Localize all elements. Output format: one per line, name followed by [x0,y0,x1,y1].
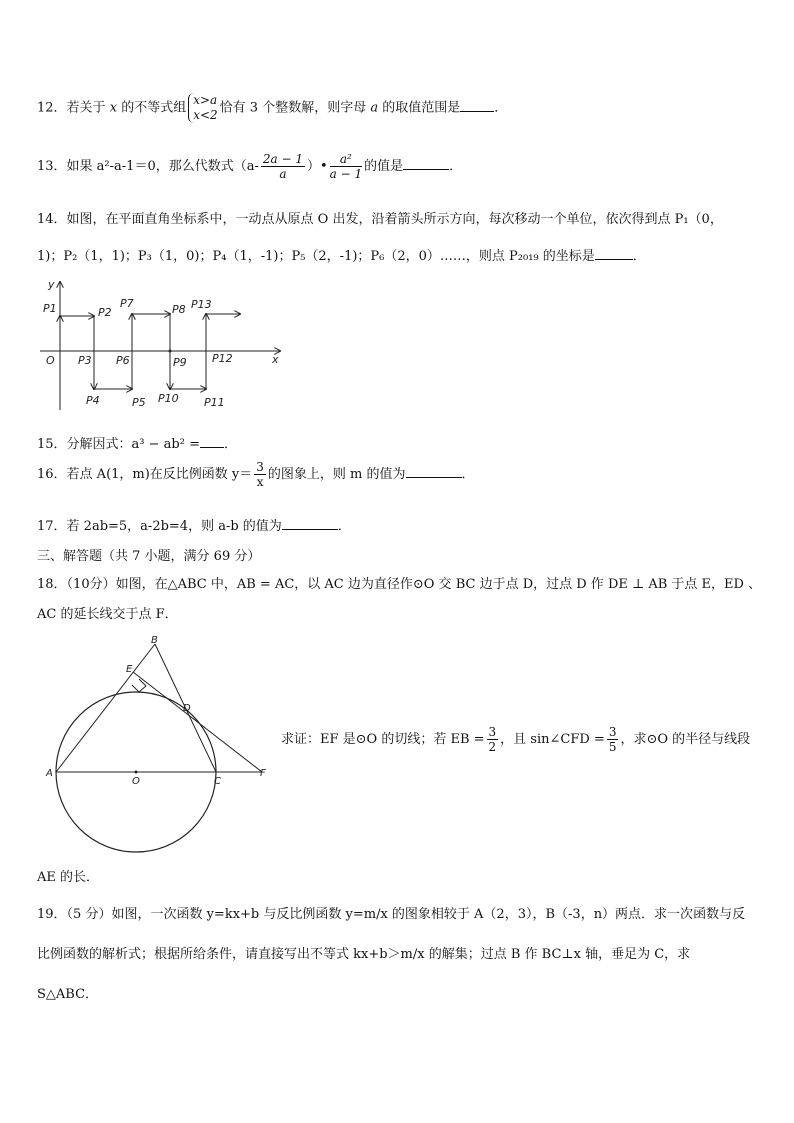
q15-end: ． [223,437,237,452]
q19-line-3: S△ABC． [37,987,99,1002]
q18-fraction-eb [487,725,499,754]
q16-answer-blank[interactable] [406,476,462,478]
label-d: D [183,703,191,714]
q18-proof-post: ，求⊙O 的半径与线段 [620,732,751,747]
q12-line [37,93,507,123]
label-e: E [126,664,133,675]
label-p9: P9 [173,356,187,369]
q16-text-post: 的图象上，则 m 的值为 [267,467,406,482]
q18-fraction-sin [607,725,619,754]
label-p4: P4 [86,394,100,407]
q18-proof-line [281,725,750,754]
q12-var-x: x [109,100,118,116]
q16-line [37,460,475,489]
system-line-1: x>a [193,93,218,107]
q15-text: 15．分解因式：a³ − ab² = [37,437,200,452]
label-p11: P11 [204,396,225,409]
system-line-2: x<2 [193,108,218,122]
q18-frac1-numerator: 3 [488,725,497,739]
q13-frac1-denominator: a [279,167,287,181]
label-f: F [260,768,266,779]
q16-text-pre: 16．若点 A(1，m)在反比例函数 y＝ [37,467,253,482]
label-p7: P7 [120,297,134,310]
q16-frac-numerator: 3 [256,460,264,474]
q18-line-1: 18．（10分）如图，在△ABC 中，AB = AC，以 AC 边为直径作⊙O 交 BC 边于点 D，过点 D 作 DE ⊥ AB 于点 E，ED 、 [37,577,762,592]
label-p5: P5 [132,396,146,409]
q17-answer-blank[interactable] [282,528,338,530]
q13-text-mid: ）• [306,159,328,174]
label-origin: O [46,354,55,367]
label-p10: P10 [158,392,179,405]
label-p13: P13 [191,298,212,311]
q13-text-pre: 如果 a²-a-1＝0，那么代数式（a- [66,159,259,174]
q13-fraction-1 [261,152,305,181]
q18-line-last: AE 的长． [37,870,100,885]
q17-line [37,515,351,534]
q12-answer-blank[interactable] [460,110,494,112]
label-a: A [46,768,53,779]
q15-line [37,433,237,452]
q16-end: ． [461,467,475,482]
q12-text-mid: 的不等式组 [121,100,187,116]
label-p12: P12 [212,352,233,365]
q19-line-1: 19．（5 分）如图，一次函数 y=kx+b 与反比例函数 y=m/x 的图象相较于 A（2，3），B（-3，n）两点．求一次函数与反 [37,907,746,922]
q16-frac-denominator: x [256,475,264,489]
label-o: O [132,776,140,787]
q15-answer-blank[interactable] [200,446,224,448]
q13-number: 13． [37,159,67,174]
label-p3: P3 [78,354,92,367]
q19-line-2: 比例函数的解析式；根据所给条件，请直接写出不等式 kx+b＞m/x 的解集；过点 B 作 BC⊥x 轴，垂足为 C，求 [37,947,691,962]
q18-proof-pre: 求证：EF 是⊙O 的切线；若 EB = [281,732,485,747]
q14-end: ． [632,249,646,264]
q12-text-pre: 若关于 [66,100,106,116]
inequality-system [188,93,217,123]
q13-frac2-numerator: a² [330,152,362,167]
q18-frac2-denominator: 5 [608,740,617,754]
q17-end: ． [337,519,351,534]
q13-text-post: 的值是 [364,159,404,174]
q12-text-post1: 恰有 3 个整数解，则字母 [219,100,367,116]
q12-number: 12． [37,100,67,116]
q14-line-1: 14．如图，在平面直角坐标系中，一动点从原点 O 出发，沿着箭头所示方向，每次移动一个单位，依次得到点 P₁（0， [37,212,723,227]
q14-line-2-text: 1)；P₂（1，1)；P₃（1，0)；P₄（1，-1)；P₅（2，-1)；P₆（2，0）……，则点 P₂₀₁₉ 的坐标是 [37,249,595,264]
label-p8: P8 [172,303,186,316]
q16-fraction [254,460,266,489]
label-x: x [272,353,279,366]
q18-line-2: AC 的延长线交于点 F． [37,607,178,622]
q13-line [37,152,462,181]
q13-end: ． [449,159,463,174]
q13-fraction-2 [330,152,362,181]
label-c: C [214,776,221,787]
q18-frac2-numerator: 3 [608,725,617,739]
q12-var-a: a [370,100,379,116]
label-b: B [151,636,158,646]
label-y: y [48,278,55,291]
q14-line-2 [37,245,646,264]
q17-text: 17．若 2ab=5，a-2b=4，则 a-b 的值为 [37,519,282,534]
q18-proof-mid: ，且 sin∠CFD = [500,732,605,747]
label-p1: P1 [43,302,57,315]
section-heading: 三、解答题（共 7 小题，满分 69 分） [37,549,261,564]
q13-frac2-denominator: a − 1 [329,167,363,181]
q12-end: ． [494,100,508,116]
q18-frac1-denominator: 2 [488,740,497,754]
q13-answer-blank[interactable] [403,168,449,170]
movement-path-figure [36,276,286,416]
label-p6: P6 [116,354,130,367]
label-p2: P2 [98,306,112,319]
circle-triangle-figure [40,636,280,862]
q13-frac1-numerator: 2a − 1 [262,152,303,166]
q14-answer-blank[interactable] [595,258,633,260]
q12-text-post2: 的取值范围是 [382,100,461,116]
